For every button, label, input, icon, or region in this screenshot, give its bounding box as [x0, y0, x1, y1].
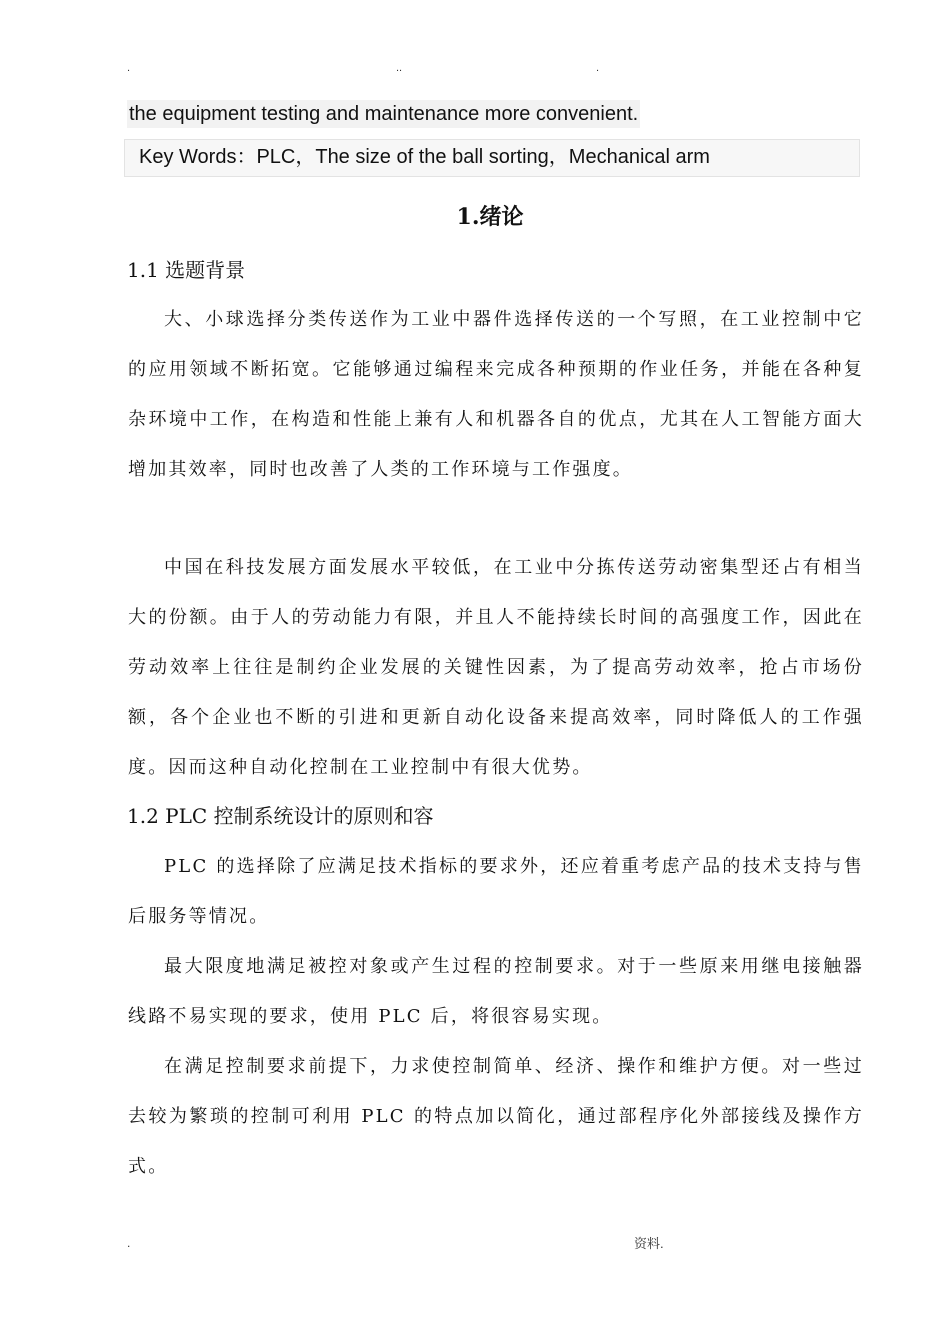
paragraph-principle-3: 在满足控制要求前提下，力求使控制简单、经济、操作和维护方便。对一些过去较为繁琐的控制可利用 PLC 的特点加以简化，通过部程序化外部接线及操作方式。: [128, 1056, 864, 1177]
header-mark-right: .: [596, 62, 600, 74]
header-mark-center: ..: [396, 62, 403, 74]
footer-mark: .: [127, 1236, 131, 1250]
paragraph-principle-1: PLC 的选择除了应满足技术指标的要求外，还应着重考虑产品的技术支持与售后服务等情况。: [128, 856, 864, 927]
section-heading-1-1: 1.1 选题背景: [127, 258, 246, 282]
paragraph-background-2: 中国在科技发展方面发展水平较低，在工业中分拣传送劳动密集型还占有相当大的份额。由于人的劳动能力有限，并且人不能持续长时间的高强度工作，因此在劳动效率上往往是制约企业发展的关键性因素，为了提高劳动效率，抢占市场份额，各个企业也不断的引进和更新自动化设备来提高效率，同时降低人的工作强度。因而这种自动化控制在工业控制中有很大优势。: [128, 557, 864, 778]
section-heading-1-2: 1.2 PLC 控制系统设计的原则和容: [127, 804, 434, 828]
keywords-box: [124, 139, 860, 177]
chapter-title: 1.绪论: [456, 204, 524, 230]
keywords-text: Key Words：PLC，The size of the ball sorting，Mechanical arm: [139, 146, 710, 168]
footer-text: 资料.: [634, 1236, 664, 1251]
paragraph-background-1: 大、小球选择分类传送作为工业中器件选择传送的一个写照，在工业控制中它的应用领域不断拓宽。它能够通过编程来完成各种预期的作业任务，并能在各种复杂环境中工作，在构造和性能上兼有人和机器各自的优点，尤其在人工智能方面大增加其效率，同时也改善了人类的工作环境与工作强度。: [128, 309, 864, 480]
abstract-last-line: the equipment testing and maintenance more convenient.: [127, 100, 640, 128]
paragraph-principle-2: 最大限度地满足被控对象或产生过程的控制要求。对于一些原来用继电接触器线路不易实现的要求，使用 PLC 后，将很容易实现。: [128, 956, 864, 1027]
header-mark-left: .: [127, 62, 131, 74]
